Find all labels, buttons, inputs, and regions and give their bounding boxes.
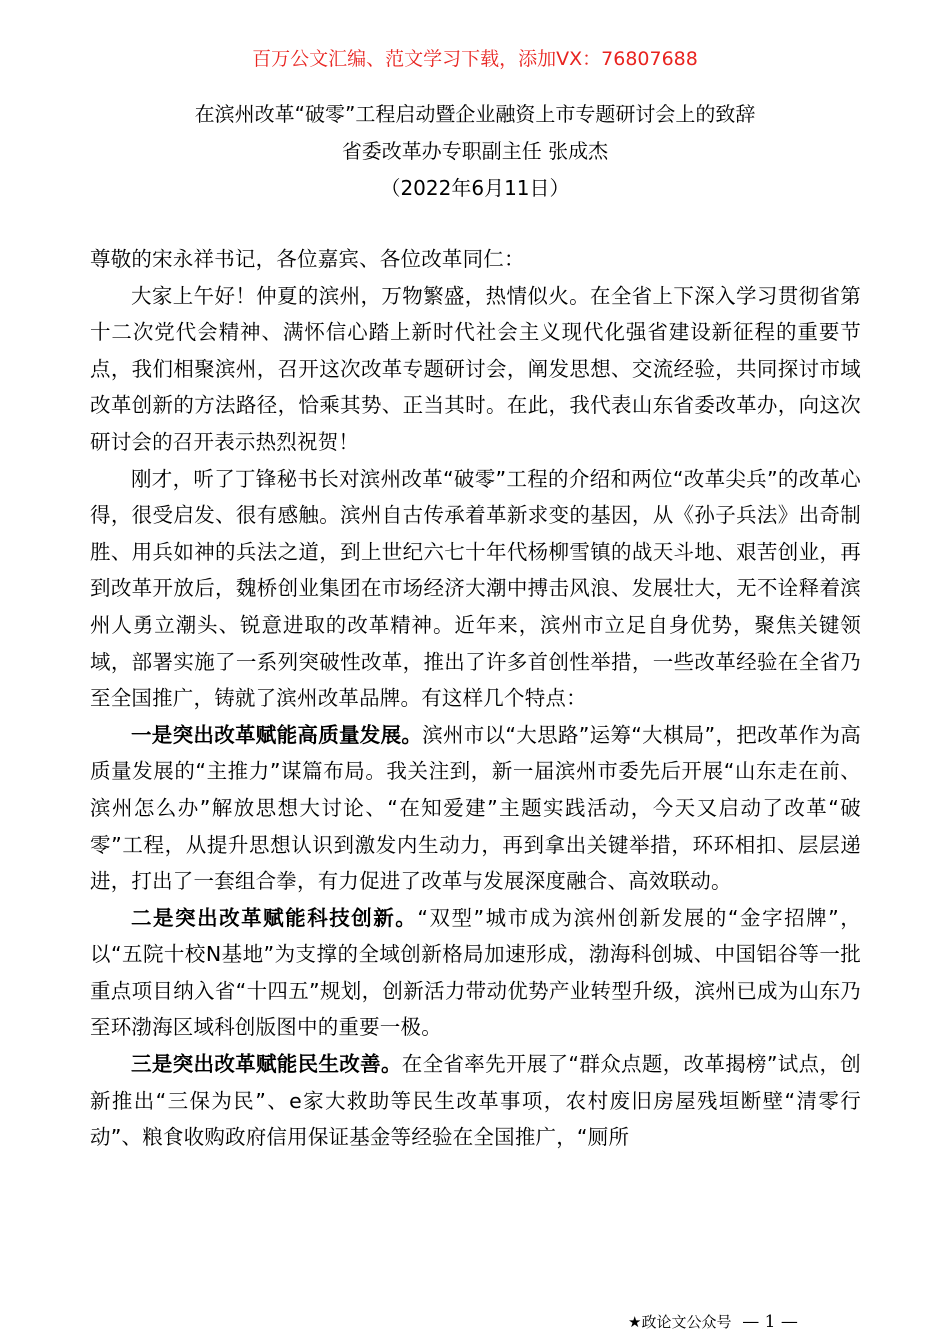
speech-date: （2022年6月11日） bbox=[380, 176, 570, 200]
page-number: — 1 — bbox=[742, 1312, 798, 1332]
speaker-line: 省委改革办专职副主任 张成杰 bbox=[341, 139, 609, 163]
document-title: 在滨州改革“破零”工程启动暨企业融资上市专题研讨会上的致辞 bbox=[194, 102, 756, 126]
salutation: 尊敬的宋永祥书记，各位嘉宾、各位改革同仁： bbox=[90, 247, 525, 271]
point-three-heading: 三是突出改革赋能民生改善。 bbox=[131, 1052, 402, 1077]
watermark-header: 百万公文汇编、范文学习下载，添加VX：76807688 bbox=[252, 48, 698, 70]
point-two-text: “双型”城市成为滨州创新发展的“金字招牌”，以“五院十校N基地”为支撑的全域创新格局加速形成，渤海科创城、中国铝谷等一批重点项目纳入省“十四五”规划，创新活力带动优势产业转型升级，滨州已成为山东乃至环渤海区域科创版图中的重要一极。 bbox=[90, 905, 861, 1040]
page-footer bbox=[628, 1311, 798, 1333]
document-body bbox=[90, 241, 861, 1156]
footer-source: ★政论文公众号 bbox=[628, 1313, 732, 1331]
point-one-heading: 一是突出改革赋能高质量发展。 bbox=[131, 722, 423, 747]
point-two-heading: 二是突出改革赋能科技创新。 bbox=[131, 905, 418, 930]
paragraph-point-three bbox=[90, 1046, 861, 1156]
point-one-text: 滨州市以“大思路”运筹“大棋局”，把改革作为高质量发展的“主推力”谋篇布局。我关注到，新一届滨州市委先后开展“山东走在前、滨州怎么办”解放思想大讨论、“在知爱建”主题实践活动，今天又启动了改革“破零”工程，从提升思想认识到激发内生动力，再到拿出关键举措，环环相扣、层层递进，打出了一套组合拳，有力促进了改革与发展深度融合、高效联动。 bbox=[90, 722, 861, 894]
paragraph-overview: 刚才，听了丁锋秘书长对滨州改革“破零”工程的介绍和两位“改革尖兵”的改革心得，很受启发、很有感触。滨州自古传承着革新求变的基因，从《孙子兵法》出奇制胜、用兵如神的兵法之道，到上世纪六七十年代杨柳雪镇的战天斗地、艰苦创业，再到改革开放后，魏桥创业集团在市场经济大潮中搏击风浪、发展壮大，无不诠释着滨州人勇立潮头、锐意进取的改革精神。近年来，滨州市立足自身优势，聚焦关键领域，部署实施了一系列突破性改革，推出了许多首创性举措，一些改革经验在全省乃至全国推广，铸就了滨州改革品牌。有这样几个特点： bbox=[90, 466, 861, 711]
paragraph-point-one bbox=[90, 717, 861, 900]
document-title-block bbox=[0, 96, 950, 207]
point-three-text: 在全省率先开展了“群众点题，改革揭榜”试点，创新推出“三保为民”、e家大救助等民生改革事项，农村废旧房屋残垣断壁“清零行动”、粮食收购政府信用保证基金等经验在全国推广，“厕所 bbox=[90, 1052, 861, 1150]
paragraph-point-two bbox=[90, 900, 861, 1046]
paragraph-greeting: 大家上午好！仲夏的滨州，万物繁盛，热情似火。在全省上下深入学习贯彻省第十二次党代会精神、满怀信心踏上新时代社会主义现代化强省建设新征程的重要节点，我们相聚滨州，召开这次改革专题研讨会，阐发思想、交流经验，共同探讨市域改革创新的方法路径，恰乘其势、正当其时。在此，我代表山东省委改革办，向这次研讨会的召开表示热烈祝贺！ bbox=[90, 283, 861, 454]
